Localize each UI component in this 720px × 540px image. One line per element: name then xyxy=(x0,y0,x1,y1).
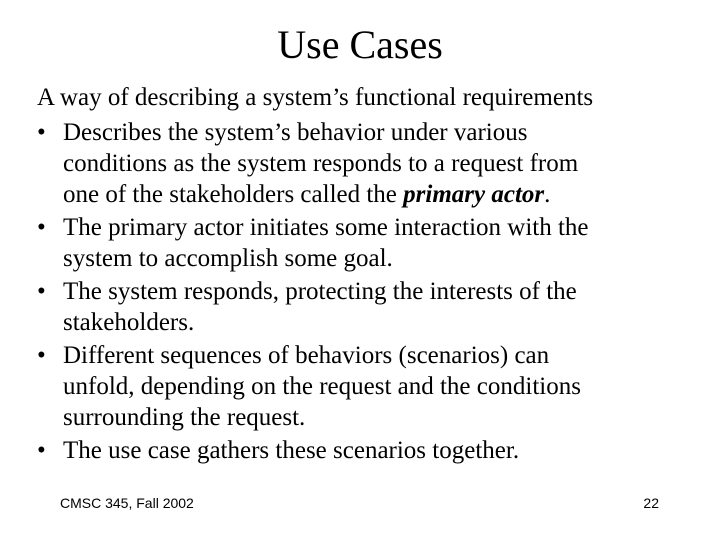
bullet-line: stakeholders. xyxy=(63,309,195,336)
bullet-item-1 xyxy=(37,117,687,210)
footer-course: CMSC 345, Fall 2002 xyxy=(60,495,194,511)
bullet-item-3 xyxy=(37,276,687,338)
bullet-item-4 xyxy=(37,340,687,433)
bullet-dot-icon: • xyxy=(37,119,46,146)
bullet-dot-icon: • xyxy=(37,437,46,464)
bullet-line: system to accomplish some goal. xyxy=(63,245,393,272)
bullet-line: The primary actor initiates some interaction with the xyxy=(63,214,589,241)
bullet-line-prefix: one of the stakeholders called the xyxy=(63,181,404,208)
bullet-item-2 xyxy=(37,212,687,274)
bullet-item-5 xyxy=(37,435,687,466)
bullet-line: The use case gathers these scenarios together. xyxy=(63,437,520,464)
footer-page-number: 22 xyxy=(643,495,659,511)
bullet-list xyxy=(37,117,687,468)
bullet-line: unfold, depending on the request and the conditions xyxy=(63,373,581,400)
bullet-line xyxy=(63,179,687,210)
bullet-dot-icon: • xyxy=(37,278,46,305)
slide-title: Use Cases xyxy=(277,22,443,67)
bullet-line: The system responds, protecting the interests of the xyxy=(63,278,577,305)
bullet-dot-icon: • xyxy=(37,342,46,369)
bullet-line-suffix: . xyxy=(544,181,551,208)
bullet-line: conditions as the system responds to a request from xyxy=(63,150,579,177)
intro-text: A way of describing a system’s functional requirements xyxy=(37,84,594,111)
primary-actor-emphasis: primary actor xyxy=(403,181,545,208)
bullet-line: surrounding the request. xyxy=(63,404,306,431)
bullet-dot-icon: • xyxy=(37,214,46,241)
bullet-line: Different sequences of behaviors (scenarios) can xyxy=(63,342,550,369)
bullet-line: Describes the system’s behavior under various xyxy=(63,119,528,146)
